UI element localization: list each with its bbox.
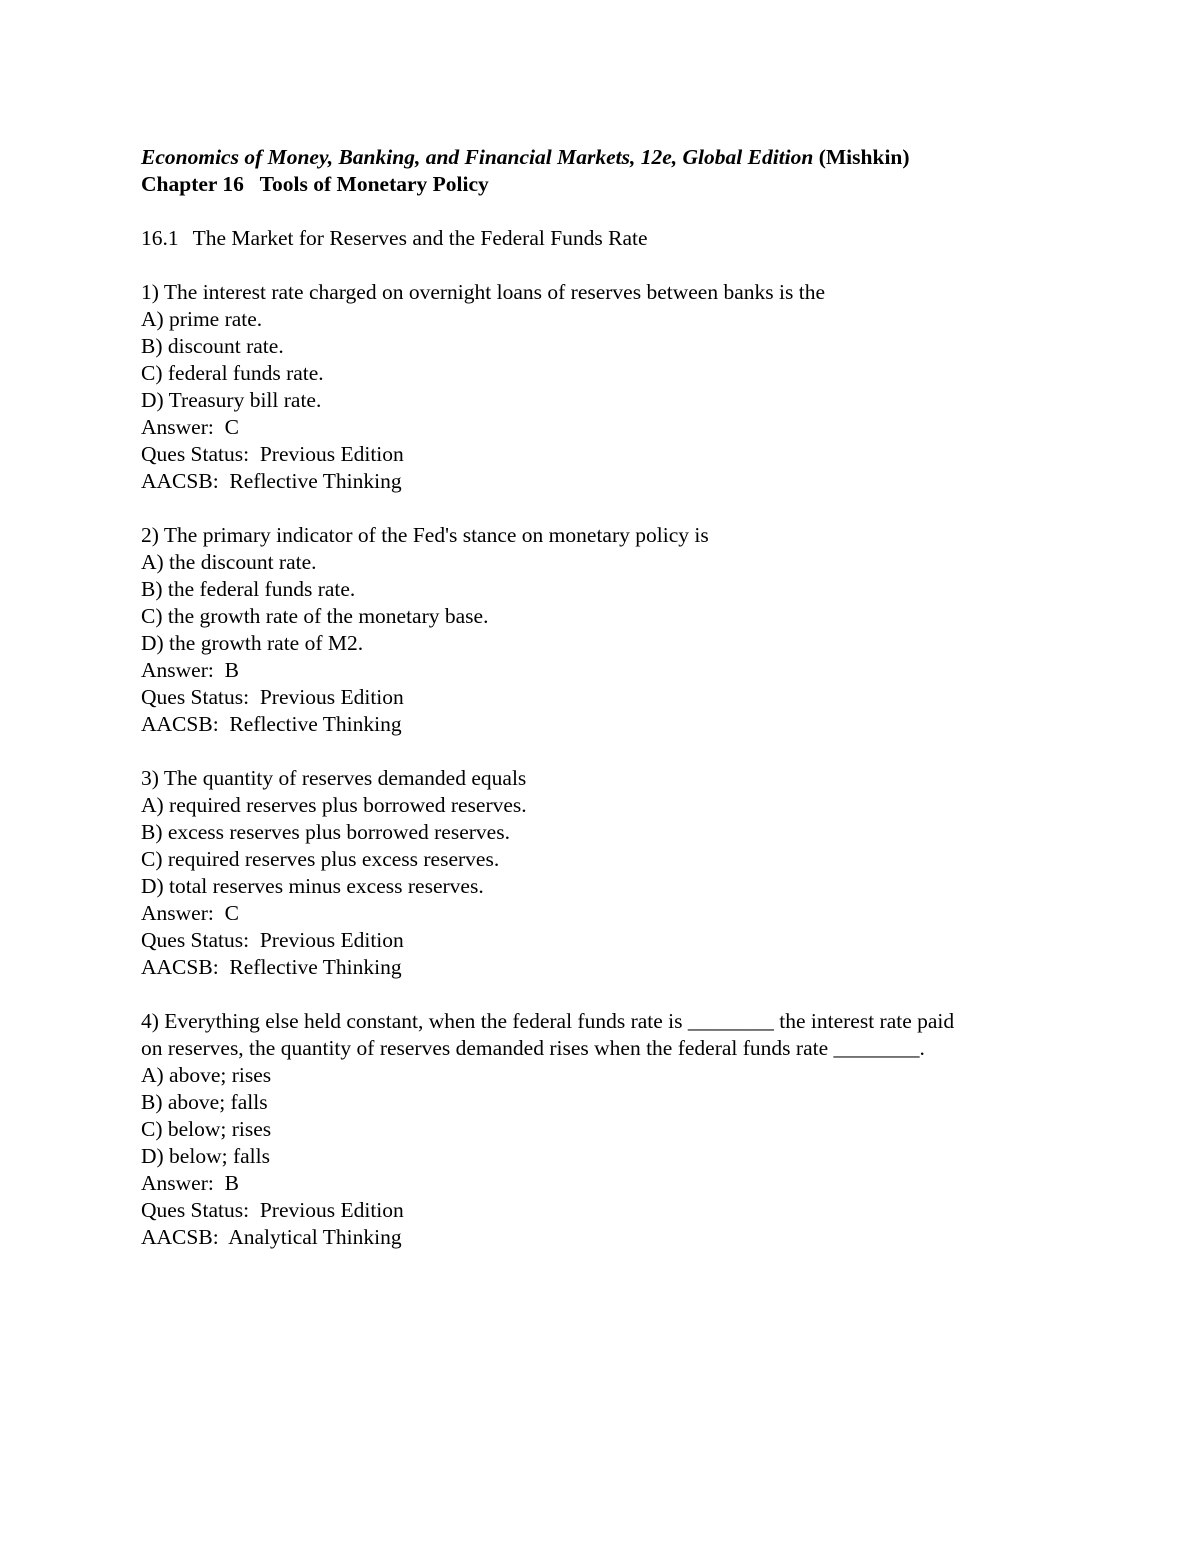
question-status: Ques Status: Previous Edition xyxy=(141,685,404,709)
option-d: D) the growth rate of M2. xyxy=(141,631,364,655)
option-b: B) above; falls xyxy=(141,1090,268,1114)
question-status: Ques Status: Previous Edition xyxy=(141,928,404,952)
book-title-line xyxy=(141,144,1061,171)
option-d: D) Treasury bill rate. xyxy=(141,388,322,412)
aacsb-tag: AACSB: Analytical Thinking xyxy=(141,1225,402,1249)
option-a: A) above; rises xyxy=(141,1063,272,1087)
aacsb-tag: AACSB: Reflective Thinking xyxy=(141,955,402,979)
question-status: Ques Status: Previous Edition xyxy=(141,1198,404,1222)
question-stem-line-2: on reserves, the quantity of reserves demanded rises when the federal funds rate ________. xyxy=(141,1036,925,1060)
question-3 xyxy=(141,765,1061,981)
answer: Answer: C xyxy=(141,901,239,925)
answer: Answer: B xyxy=(141,1171,239,1195)
option-b: B) the federal funds rate. xyxy=(141,577,356,601)
question-stem-line-1: 4) Everything else held constant, when the federal funds rate is ________ the interest rate paid xyxy=(141,1009,955,1033)
question-stem: 2) The primary indicator of the Fed's stance on monetary policy is xyxy=(141,523,709,547)
option-b: B) excess reserves plus borrowed reserves. xyxy=(141,820,510,844)
question-stem: 1) The interest rate charged on overnight loans of reserves between banks is the xyxy=(141,280,825,304)
option-b: B) discount rate. xyxy=(141,334,284,358)
author: (Mishkin) xyxy=(818,145,910,169)
question-2 xyxy=(141,522,1061,738)
answer: Answer: B xyxy=(141,658,239,682)
option-a: A) required reserves plus borrowed reserves. xyxy=(141,793,527,817)
question-status: Ques Status: Previous Edition xyxy=(141,442,404,466)
aacsb-tag: AACSB: Reflective Thinking xyxy=(141,469,402,493)
question-stem: 3) The quantity of reserves demanded equals xyxy=(141,766,527,790)
option-a: A) the discount rate. xyxy=(141,550,317,574)
section-heading xyxy=(141,225,1061,252)
option-d: D) below; falls xyxy=(141,1144,270,1168)
option-a: A) prime rate. xyxy=(141,307,263,331)
chapter-heading: Chapter 16 Tools of Monetary Policy xyxy=(141,172,489,196)
document-page xyxy=(141,144,1061,1251)
option-d: D) total reserves minus excess reserves. xyxy=(141,874,484,898)
aacsb-tag: AACSB: Reflective Thinking xyxy=(141,712,402,736)
answer: Answer: C xyxy=(141,415,239,439)
question-4 xyxy=(141,1008,1061,1251)
question-1 xyxy=(141,279,1061,495)
option-c: C) required reserves plus excess reserves. xyxy=(141,847,500,871)
section-title: The Market for Reserves and the Federal Funds Rate xyxy=(192,226,648,250)
section-number: 16.1 xyxy=(141,226,179,250)
book-title: Economics of Money, Banking, and Financial Markets, 12e, Global Edition xyxy=(141,145,814,169)
option-c: C) below; rises xyxy=(141,1117,272,1141)
option-c: C) federal funds rate. xyxy=(141,361,324,385)
option-c: C) the growth rate of the monetary base. xyxy=(141,604,489,628)
